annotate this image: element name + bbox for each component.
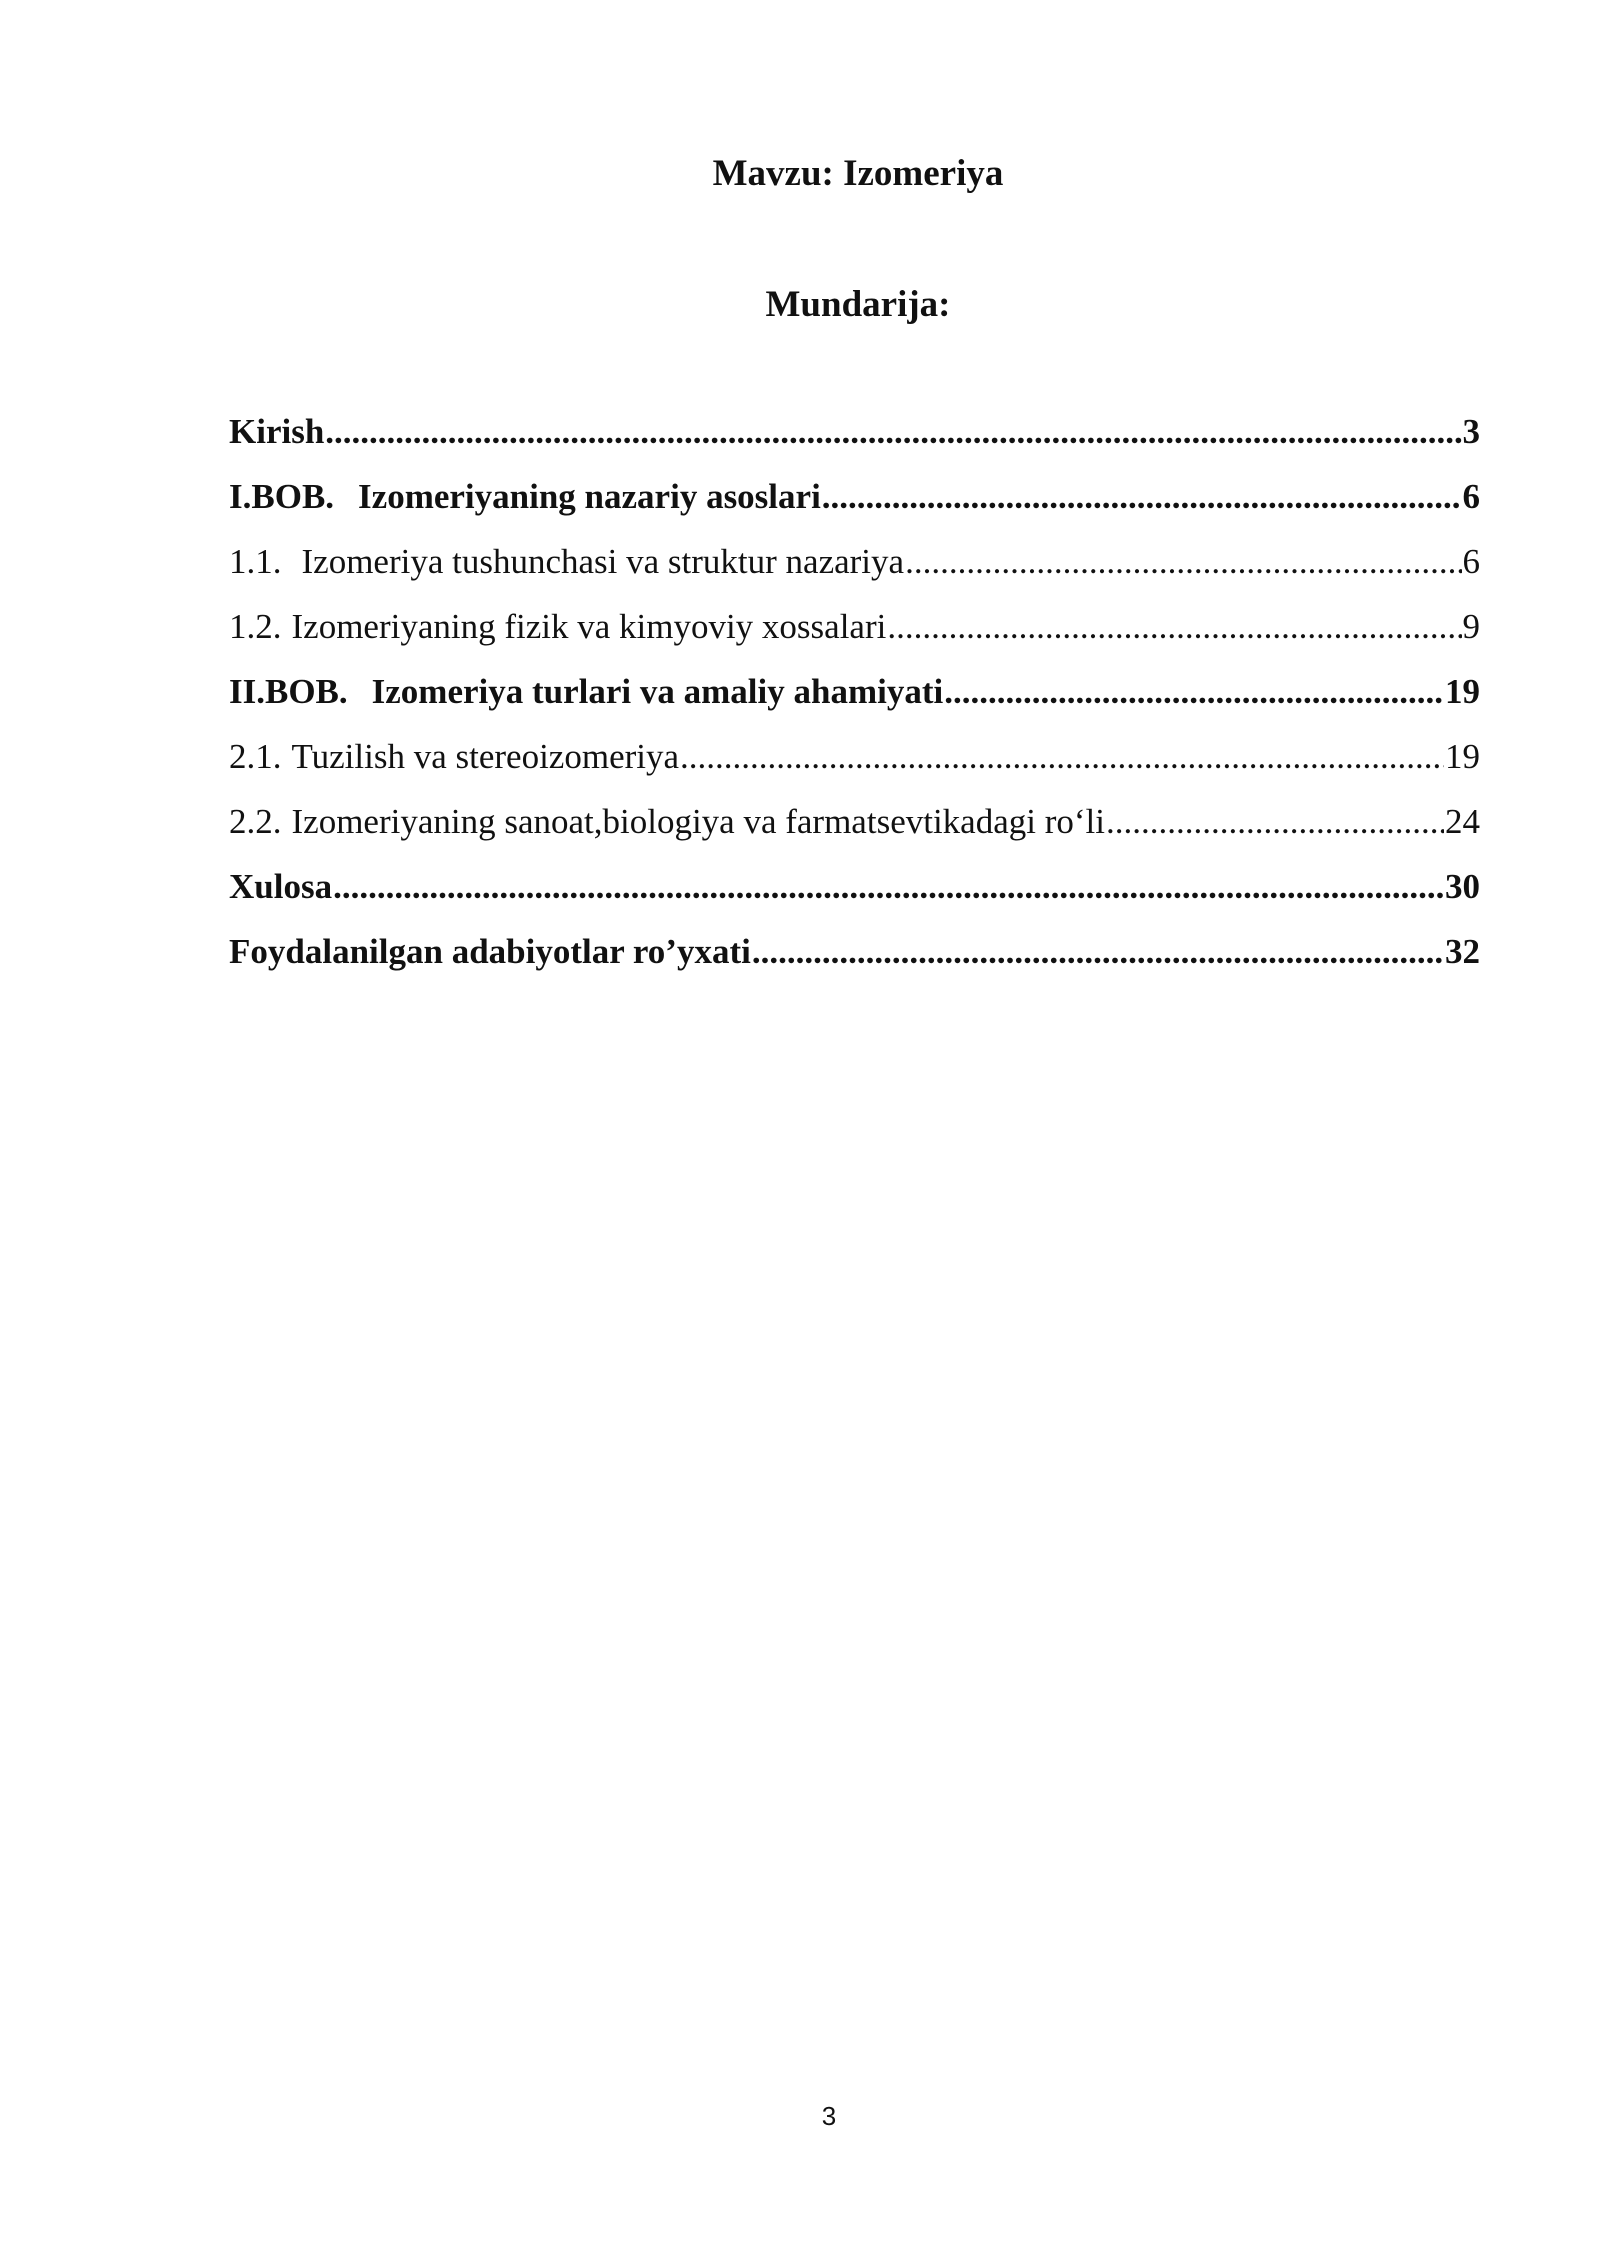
toc-entry-number: 2.2. xyxy=(229,802,282,841)
toc-entry-label: Tuzilish va stereoizomeriya xyxy=(291,737,680,776)
toc-entry-page: 3 xyxy=(1462,412,1480,451)
toc-leader-dots xyxy=(325,410,1461,454)
toc-entry-page: 9 xyxy=(1462,607,1480,646)
toc-entry-label: Foydalanilgan adabiyotlar ro’yxati xyxy=(229,932,751,971)
toc-entry-chapter-1[interactable] xyxy=(229,475,1480,540)
toc-entry-section-1-1[interactable] xyxy=(229,540,1480,605)
toc-entry-number: I.BOB. xyxy=(229,477,335,516)
toc-entry-label: Izomeriya tushunchasi va struktur nazariya xyxy=(301,542,905,581)
toc-entry-page: 19 xyxy=(1445,737,1480,776)
toc-entry-section-2-1[interactable] xyxy=(229,735,1480,800)
toc-entry-chapter-2[interactable] xyxy=(229,670,1480,735)
page-number: 3 xyxy=(821,2101,837,2131)
toc-entry-label: Izomeriyaning nazariy asoslari xyxy=(358,477,821,516)
toc-entry-label: Kirish xyxy=(229,412,325,451)
toc-entry-number: 2.1. xyxy=(229,737,282,776)
toc-entry-section-1-2[interactable] xyxy=(229,605,1480,670)
toc-entry-xulosa[interactable] xyxy=(229,865,1480,930)
toc-leader-dots xyxy=(887,605,1461,649)
toc-leader-dots xyxy=(944,670,1444,714)
toc-entry-label: Xulosa xyxy=(229,867,333,906)
toc-entry-number: 1.2. xyxy=(229,607,282,646)
document-title: Mavzu: Izomeriya xyxy=(712,153,1004,194)
toc-entry-references[interactable] xyxy=(229,930,1480,995)
toc-entry-page: 24 xyxy=(1445,802,1480,841)
toc-entry-kirish[interactable] xyxy=(229,410,1480,475)
toc-leader-dots xyxy=(905,540,1461,584)
toc-entry-section-2-2[interactable] xyxy=(229,800,1480,865)
toc-entry-page: 6 xyxy=(1462,477,1480,516)
table-of-contents xyxy=(229,410,1480,995)
toc-leader-dots xyxy=(680,735,1444,779)
toc-heading: Mundarija: xyxy=(765,284,951,325)
toc-entry-number: 1.1. xyxy=(229,542,282,581)
toc-entry-page: 30 xyxy=(1445,867,1480,906)
toc-entry-page: 6 xyxy=(1462,542,1480,581)
toc-leader-dots xyxy=(752,930,1444,974)
toc-entry-page: 32 xyxy=(1445,932,1480,971)
toc-leader-dots xyxy=(333,865,1444,909)
toc-leader-dots xyxy=(1106,800,1444,844)
toc-entry-label: Izomeriya turlari va amaliy ahamiyati xyxy=(371,672,944,711)
toc-entry-label: Izomeriyaning sanoat,biologiya va farmatsevtikadagi ro‘li xyxy=(291,802,1105,841)
toc-entry-label: Izomeriyaning fizik va kimyoviy xossalari xyxy=(291,607,887,646)
toc-entry-number: II.BOB. xyxy=(229,672,348,711)
toc-entry-page: 19 xyxy=(1445,672,1480,711)
toc-leader-dots xyxy=(822,475,1462,519)
